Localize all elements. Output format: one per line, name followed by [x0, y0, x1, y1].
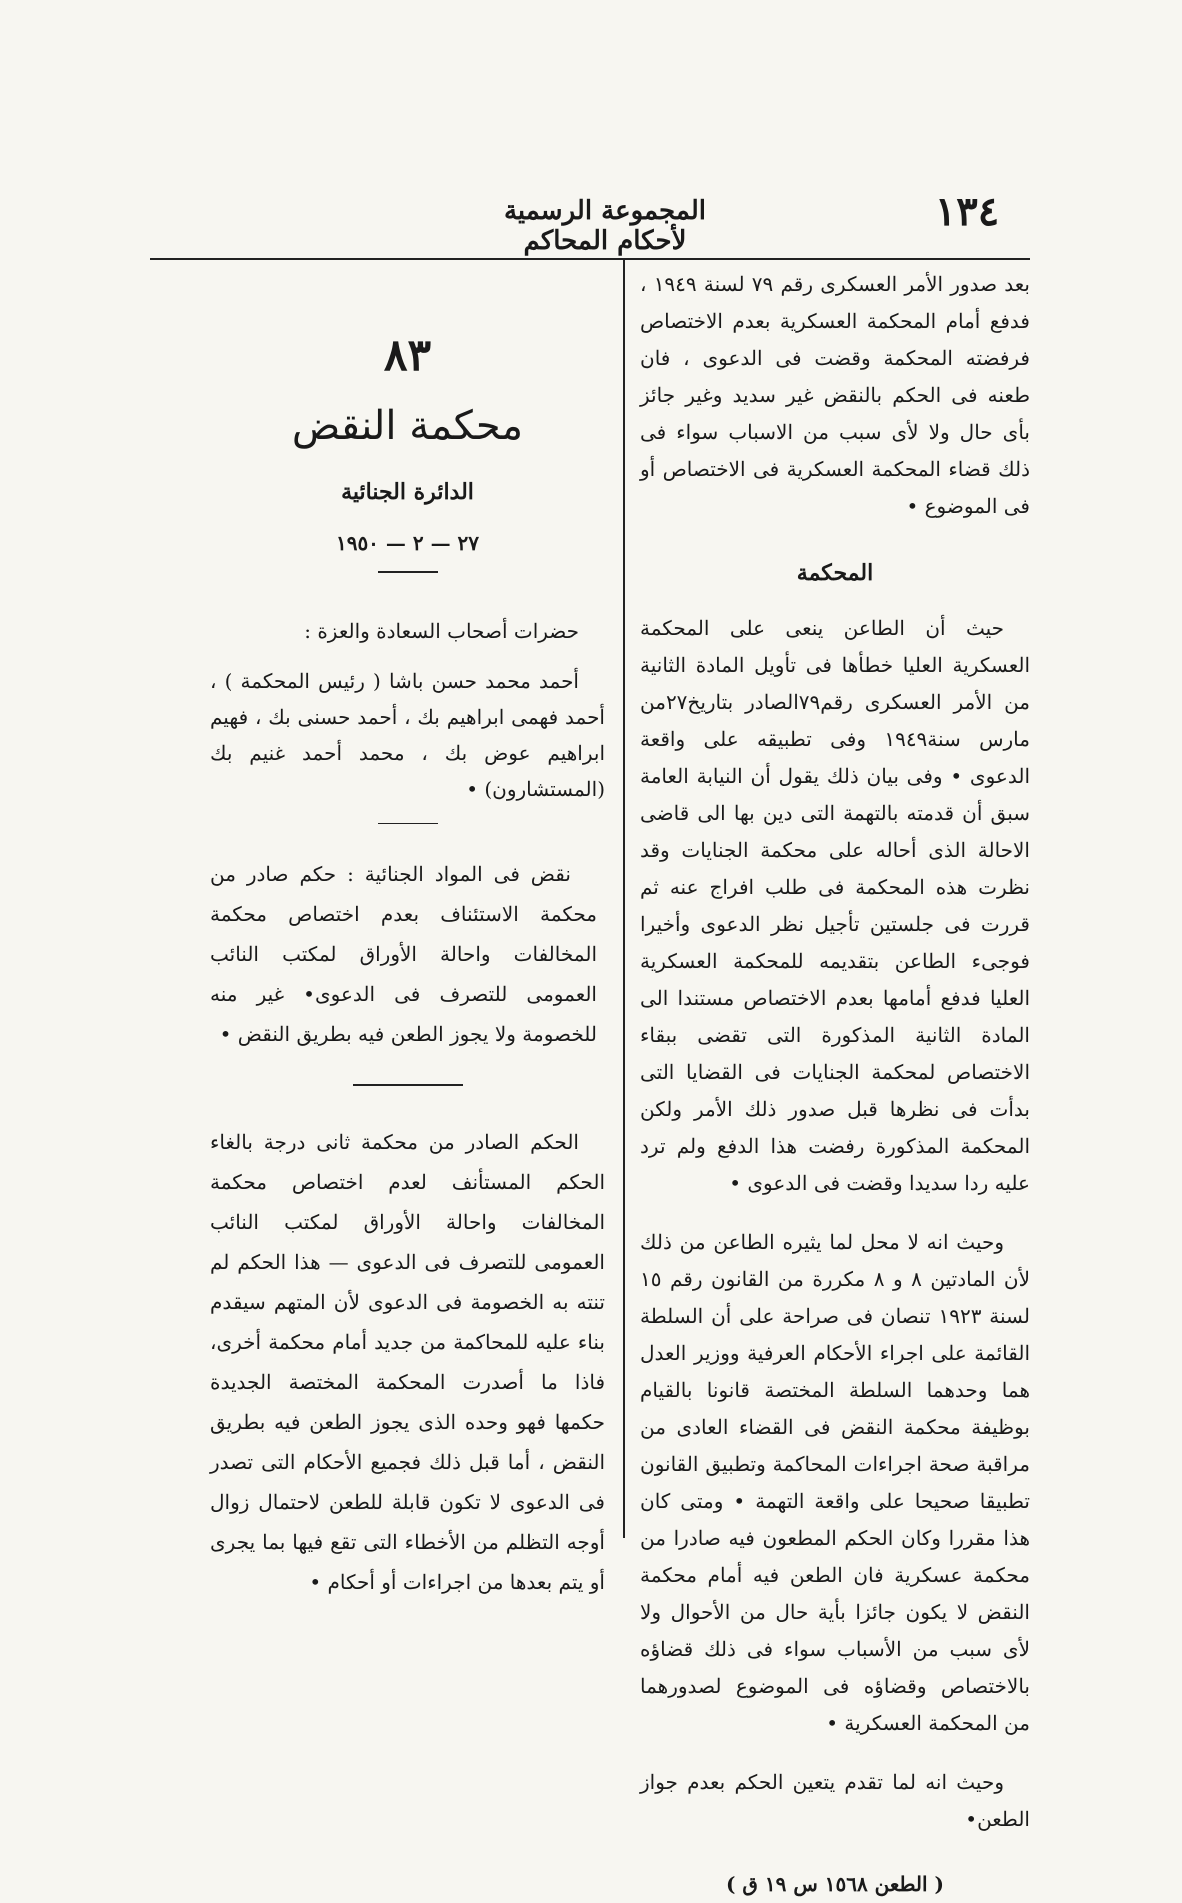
court-name: محكمة النقض: [291, 403, 524, 449]
judges-intro: حضرات أصحاب السعادة والعزة :: [304, 618, 579, 643]
reasoning-paragraph-1: حيث أن الطاعن ينعى على المحكمة العسكرية العليا خطأها فى تأويل المادة الثانية من الأمر العسكرى رقم٧٩الصادر بتاريخ٢٧من مارس سنة١٩٤٩ وفى تطبيقه على واقعة الدعوى • وفى بيان ذلك يقول أن النيابة العامة سبق أن قدمته بالتهمة التى دين بها الى قاضى الاحالة الذى أحاله على محكمة الجنايات وقد نظرت هذه المحكمة فى طلب افراج عنه ثم قررت فى جلستين تأجيل نظر الدعوى وأخيرا فوجىء الطاعن بتقديمه للمحكمة العسكرية العليا فدفع أمامها بعدم الاختصاص مستندا الى المادة الثانية المذكورة التى تقضى ببقاء الاختصاص لمحكمة الجنايات فى القضايا التى بدأت فى نظرها قبل صدور ذلك الأمر ولكن المحكمة المذكورة رفضت هذا الدفع ولم ترد عليه ردا سديدا وقضت فى الدعوى •: [640, 616, 1030, 1195]
judges-list: أحمد محمد حسن باشا ( رئيس المحكمة ) ، أحمد فهمى ابراهيم بك ، أحمد حسنى بك ، فهيم ابراهيم عوض بك ، محمد أحمد غنيم بك (المستشارون) •: [210, 668, 605, 801]
divider: [378, 571, 438, 573]
reasoning-paragraph-3: وحيث انه لما تقدم يتعين الحكم بعدم جواز الطعن•: [640, 1770, 1030, 1831]
reasoning-paragraph-2: وحيث انه لا محل لما يثيره الطاعن من ذلك لأن المادتين ٨ و ٨ مكررة من القانون رقم ١٥ لسنة ١٩٢٣ تنصان فى صراحة على أن السلطة القائمة على اجراء الأحكام العرفية ووزير العدل هما وحدهما السلطة المختصة قانونا بالقيام بوظيفة محكمة النقض فى القضاء العادى من مراقبة صحة اجراءات المحاكمة وتطبيق القانون تطبيقا صحيحا على واقعة التهمة • ومتى كان هذا مقررا وكان الحكم المطعون فيه صادرا من محكمة عسكرية فان الطعن فيه أمام محكمة النقض لا يكون جائزا بأية حال من الأحوال ولا لأى سبب من الأسباب سواء فى ذلك قضاؤه بالاختصاص وقضاؤه فى الموضوع لصدورهما من المحكمة العسكرية •: [640, 1230, 1030, 1735]
case-principle: الحكم الصادر من محكمة ثانى درجة بالغاء الحكم المستأنف لعدم اختصاص محكمة المخالفات واحالة الأوراق لمكتب النائب العمومى للتصرف فى الدعوى — هذا الحكم لم تنته به الخصومة فى الدعوى لأن المتهم سيقدم بناء عليه للمحاكمة من جديد أمام محكمة أخرى، فاذا ما أصدرت المحكمة المختصة الجديدة حكمها فهو وحده الذى يجوز الطعن فيه بطريق النقض ، أما قبل ذلك فجميع الأحكام التى تصدر فى الدعوى لا تكون قابلة للطعن لاحتمال زوال أوجه التظلم من الأخطاء التى تقع فيها بما يجرى أو يتم بعدها من اجراءات أو أحكام •: [210, 1129, 605, 1594]
page-number: ١٣٤: [934, 188, 1000, 235]
running-head: المجموعة الرسمية لأحكام المحاكم: [503, 196, 707, 256]
column-divider: [623, 258, 625, 1538]
case-number: ٨٣: [383, 330, 432, 381]
section-heading: المحكمة: [796, 560, 874, 586]
decision-date: ٢٧ — ٢ — ١٩٥٠: [335, 531, 480, 555]
continuation-paragraph: بعد صدور الأمر العسكرى رقم ٧٩ لسنة ١٩٤٩ ، فدفع أمام المحكمة العسكرية بعدم الاختصاص فرفضته المحكمة وقضت فى الدعوى ، فان طعنه فى الحكم بالنقض غير سديد وغير جائز بأى حال ولا لأى سبب من الاسباب سواء فى ذلك قضاء المحكمة العسكرية فى الاختصاص أو فى الموضوع •: [640, 272, 1030, 518]
chamber-title: الدائرة الجنائية: [341, 479, 474, 505]
left-column: [210, 266, 605, 1602]
case-citation: ( الطعن ١٥٦٨ س ١٩ ق ): [725, 1872, 945, 1896]
header-rule: [150, 258, 1030, 260]
case-summary: نقض فى المواد الجنائية : حكم صادر من محكمة الاستئناف بعدم اختصاص محكمة المخالفات واحالة الأوراق لمكتب النائب العمومى للتصرف فى الدعوى• غير منه للخصومة ولا يجوز الطعن فيه بطريق النقض •: [210, 862, 597, 1046]
divider: [353, 1084, 463, 1086]
right-column: [640, 266, 1030, 1903]
divider: [378, 823, 438, 825]
